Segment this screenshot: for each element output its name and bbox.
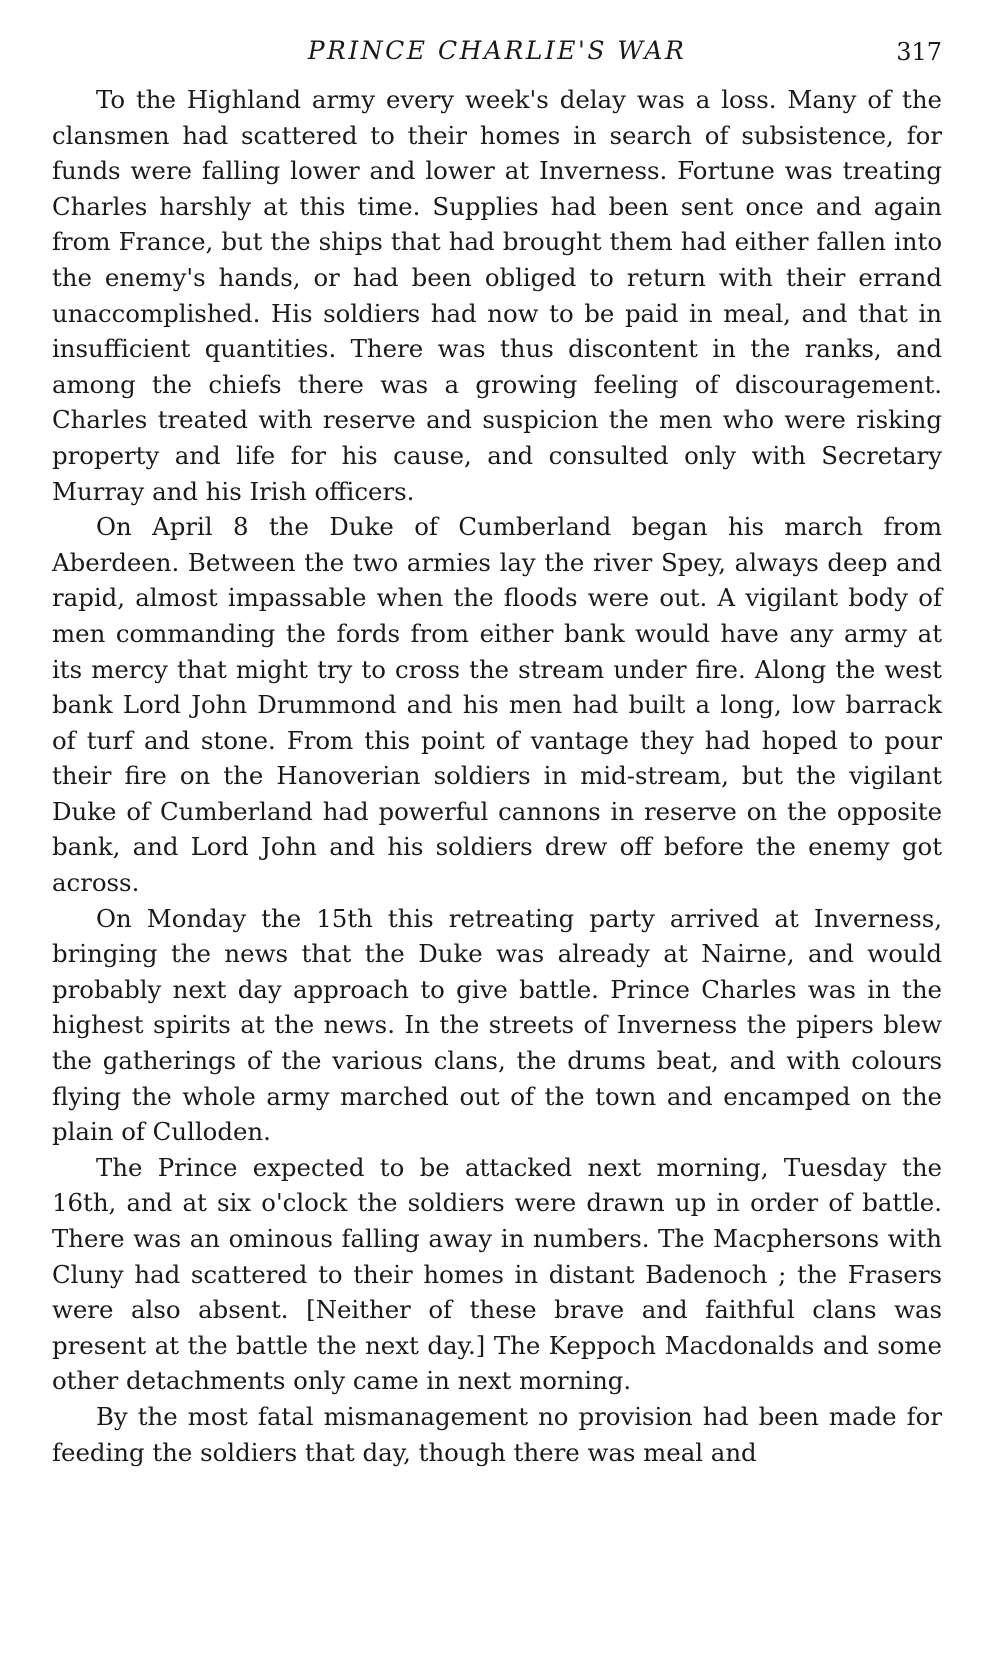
- paragraph-4: The Prince expected to be attacked next morning, Tuesday the 16th, and at six o'clock the soldiers were drawn up in order of battle. There was an ominous falling away in numbers. The Macphersons with Cluny had scattered to their homes in distant Badenoch ; the Frasers were also absent. [Neither of these brave and faithful clans was present at the battle the next day.] The Keppoch Macdonalds and some other detachments only came in next morning.: [52, 1152, 942, 1396]
- paragraph-1: To the Highland army every week's delay was a loss. Many of the clansmen had scattered to their homes in search of subsistence, for funds were falling lower and lower at Inverness. Fortune was treating Charles harshly at this time. Supplies had been sent once and again from France, but the ships that had brought them had either fallen into the enemy's hands, or had been obliged to return with their errand unaccomplished. His soldiers had now to be paid in meal, and that in insufficient quantities. There was thus discontent in the ranks, and among the chiefs there was a growing feeling of discouragement. Charles treated with reserve and suspicion the men who were risking property and life for his cause, and consulted only with Secretary Murray and his Irish officers.: [52, 85, 942, 506]
- book-page: [52, 30, 942, 1470]
- body-text: [52, 82, 942, 1470]
- paragraph-5: By the most fatal mismanagement no provision had been made for feeding the soldiers that day, though there was meal and: [52, 1401, 942, 1467]
- page-number: 317: [896, 38, 942, 66]
- paragraph-2: On April 8 the Duke of Cumberland began his march from Aberdeen. Between the two armies lay the river Spey, always deep and rapid, almost impassable when the floods were out. A vigilant body of men commanding the fords from either bank would have any army at its mercy that might try to cross the stream under fire. Along the west bank Lord John Drummond and his men had built a long, low barrack of turf and stone. From this point of vantage they had hoped to pour their fire on the Hanoverian soldiers in mid-stream, but the vigilant Duke of Cumberland had powerful cannons in reserve on the opposite bank, and Lord John and his soldiers drew off before the enemy got across.: [52, 512, 942, 898]
- paragraph-3: On Monday the 15th this retreating party arrived at Inverness, bringing the news that the Duke was already at Nairne, and would probably next day approach to give battle. Prince Charles was in the highest spirits at the news. In the streets of Inverness the pipers blew the gatherings of the various clans, the drums beat, and with colours flying the whole army marched out of the town and encamped on the plain of Culloden.: [52, 903, 942, 1147]
- page-header: [52, 30, 942, 82]
- running-title: PRINCE CHARLIE'S WAR: [307, 36, 687, 65]
